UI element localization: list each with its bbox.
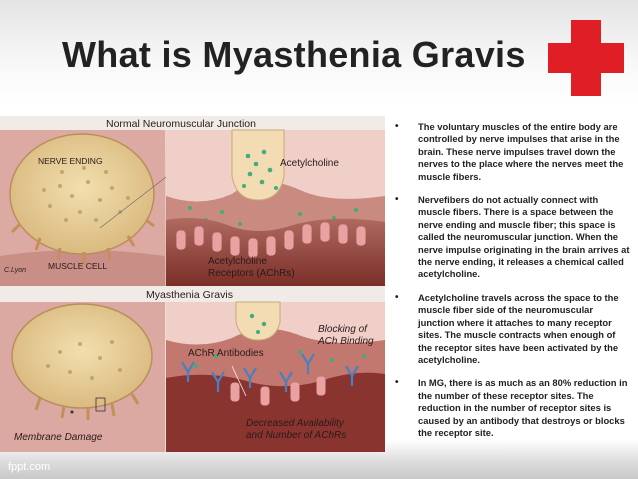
decreased-label-line2: and Number of AChRs (246, 430, 347, 441)
bullet-dot-icon: • (395, 291, 399, 303)
acetylcholine-label: Acetylcholine (280, 158, 339, 169)
footer-link[interactable]: fppt.com (8, 461, 51, 473)
membrane-damage-label: Membrane Damage (14, 432, 103, 443)
slide-title: What is Myasthenia Gravis (62, 34, 526, 75)
blocking-label-line2: ACh Binding (318, 336, 374, 347)
muscle-cell-label: MUSCLE CELL (48, 261, 108, 271)
achr-label-line1: Acetylcholine (208, 256, 267, 267)
achr-label-line2: Receptors (AChRs) (208, 268, 295, 279)
bullet-item (395, 377, 631, 439)
bullet-dot-icon: • (395, 121, 399, 132)
bullet-text: In MG, there is as much as an 80% reduction in the number of these receptor sites. The reduction in the number of receptor sites is caused by an antibody that destroys or blocks the receptor site. (418, 377, 628, 438)
bullet-item (395, 292, 631, 366)
mg-heading: Myasthenia Gravis (146, 289, 233, 301)
normal-heading: Normal Neuromuscular Junction (106, 118, 256, 130)
achr-antibodies-label: AChR Antibodies (188, 348, 264, 359)
bullet-text: Nervefibers do not actually connect with muscle fibers. There is a space between the nerve ending and muscle fiber; this space is called the neuromuscular junction. When the nerve impulse originating in the brain arrives at the nerve ending, it releases a chemical called acetylcholine. (418, 194, 630, 280)
bullet-text: Acetylcholine travels across the space to the muscle fiber side of the neuromuscular junction where it attaches to many receptor sites. The muscle contracts when enough of the receptor sites have been activated by the acetylcholine. (418, 291, 619, 365)
nerve-ending-label: NERVE ENDING (38, 156, 103, 166)
bullet-item (395, 121, 631, 183)
decreased-label-line1: Decreased Availability (246, 418, 344, 429)
illustrator-signature: C.Lyon (4, 267, 27, 274)
neuromuscular-junction-illustration (0, 116, 385, 452)
bullet-dot-icon: • (395, 377, 399, 389)
bullet-text: The voluntary muscles of the entire body are controlled by nerve impulses that arise in the brain. These nerve impulses travel down the nerves to the place where the nerves meet the muscle fibers. (418, 121, 624, 182)
bullet-item (395, 194, 631, 281)
bullet-dot-icon: • (395, 194, 399, 206)
red-cross-icon (548, 20, 624, 96)
bullet-list (395, 121, 631, 450)
blocking-label-line1: Blocking of (318, 324, 367, 335)
